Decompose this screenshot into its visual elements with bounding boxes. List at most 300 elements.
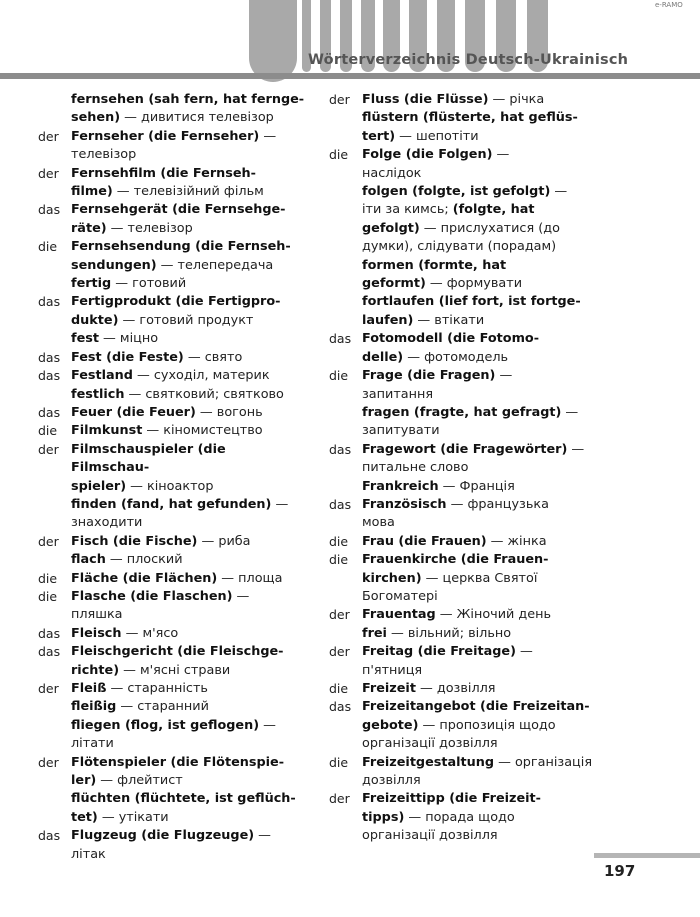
translation: — шепотіти (395, 128, 479, 144)
headword: tert) (362, 128, 396, 144)
entry-line (362, 404, 599, 422)
entry-line (362, 827, 599, 845)
translation: — утікати (97, 809, 169, 825)
dictionary-entry (329, 478, 599, 496)
translation: — формувати (425, 276, 523, 292)
article (38, 790, 71, 827)
headword: Freizeittipp (die Freizeit- (362, 791, 541, 807)
headword: fertig (71, 276, 112, 292)
translation: організації дозвілля (362, 828, 498, 844)
translation: — риба (197, 533, 251, 549)
article (38, 551, 71, 569)
entry-line (362, 330, 599, 348)
entry-line (71, 533, 306, 551)
entry-line (362, 422, 599, 440)
entry-line (71, 478, 306, 496)
translation: — телевізійний фільм (112, 184, 264, 200)
entry-text (71, 790, 306, 827)
entry-line (71, 680, 306, 698)
entry-line (71, 809, 306, 827)
article (329, 404, 362, 441)
publisher-logo: e-RAMO (655, 1, 683, 9)
headword: Fertigprodukt (die Fertigpro- (71, 294, 281, 310)
translation: — (567, 441, 585, 457)
translation: — жінка (486, 533, 547, 549)
article: das (38, 202, 61, 218)
entry-line (362, 146, 599, 164)
entry-line (71, 625, 306, 643)
entry-line (362, 772, 599, 790)
translation: — дозвілля (415, 681, 496, 696)
translation: — кіноактор (126, 478, 214, 494)
entry-line (362, 698, 599, 716)
headword: fragen (fragte, hat gefragt) (362, 404, 562, 420)
article: das (38, 828, 61, 844)
entry-text (71, 165, 306, 202)
entry-text (71, 533, 306, 551)
headword: Flugzeug (die Flugzeuge) (71, 828, 255, 844)
entry-text (362, 146, 599, 183)
entry-text (362, 404, 599, 441)
article: das (329, 441, 352, 457)
translation: — (550, 184, 568, 200)
headword: gebote) (362, 717, 419, 733)
entry-line (71, 146, 306, 164)
headword: richte) (71, 662, 120, 678)
headword: fliegen (flog, ist geflogen) (71, 717, 260, 733)
dictionary-entry (329, 257, 599, 294)
dictionary-entry (329, 109, 599, 146)
dictionary-entry (38, 201, 306, 238)
entry-line (71, 91, 306, 109)
entry-text (362, 330, 599, 367)
headword: fest (71, 331, 99, 347)
entry-line (362, 643, 599, 661)
article (329, 257, 362, 294)
entry-text (362, 293, 599, 330)
entry-text (362, 790, 599, 845)
dictionary-entry (329, 91, 599, 109)
article: das (38, 625, 61, 641)
article (38, 717, 71, 754)
entry-line (362, 165, 599, 183)
entry-text (71, 349, 306, 367)
entry-text (362, 680, 599, 698)
dictionary-entry (38, 496, 306, 533)
entry-line (362, 717, 599, 735)
entry-line (362, 790, 599, 808)
dictionary-entry (38, 827, 306, 864)
headword: tipps) (362, 809, 405, 825)
entry-line (71, 201, 306, 219)
entry-text (71, 367, 306, 385)
entry-text (71, 404, 306, 422)
entry-line (71, 772, 306, 790)
headword: Festland (71, 368, 133, 384)
article: der (329, 607, 350, 623)
dictionary-entry (38, 422, 306, 440)
article: der (38, 754, 59, 770)
entry-line (71, 735, 306, 753)
translation: — (271, 496, 289, 512)
entry-line (362, 367, 599, 385)
entry-text (71, 238, 306, 275)
translation: наслідок (362, 165, 422, 181)
dictionary-entry (38, 91, 306, 128)
translation: іти за кимсь; (362, 202, 453, 218)
translation: пляшка (71, 607, 123, 623)
dictionary-column-right (329, 91, 599, 846)
entry-text (362, 91, 599, 109)
dictionary-entry (329, 496, 599, 533)
translation: — готовий (111, 276, 187, 292)
entry-text (362, 533, 599, 551)
article: die (329, 754, 349, 770)
translation: — кіномистецтво (142, 423, 263, 439)
headword: Fernsehgerät (die Fernsehge- (71, 202, 286, 218)
entry-line (71, 238, 306, 256)
entry-text (71, 496, 306, 533)
headword: fleißig (71, 699, 117, 715)
headword: Frankreich (362, 478, 439, 494)
article: das (38, 368, 61, 384)
dictionary-entry (38, 330, 306, 348)
translation: запитувати (362, 423, 440, 439)
header-tab-active (249, 0, 297, 82)
dictionary-entry (38, 293, 306, 330)
dictionary-entry (38, 570, 306, 588)
dictionary-entry (38, 717, 306, 754)
translation: — суходіл, материк (132, 368, 270, 384)
dictionary-entry (38, 165, 306, 202)
dictionary-entry (329, 698, 599, 753)
article: der (38, 441, 59, 457)
article (38, 330, 71, 348)
entry-line (71, 109, 306, 127)
article (38, 386, 71, 404)
entry-line (362, 496, 599, 514)
article: das (38, 294, 61, 310)
translation: літати (71, 736, 114, 752)
entry-text (71, 275, 306, 293)
article: die (38, 588, 58, 604)
translation: — старанний (116, 699, 209, 715)
entry-line (362, 606, 599, 624)
headword: (folgte, hat (452, 202, 535, 218)
article: die (329, 368, 349, 384)
entry-text (71, 680, 306, 698)
entry-line (362, 551, 599, 569)
article (329, 478, 362, 496)
headword: Fotomodell (die Fotomo- (362, 331, 540, 347)
dictionary-entry (38, 386, 306, 404)
dictionary-entry (38, 588, 306, 625)
entry-text (71, 827, 306, 864)
headword: Flasche (die Flaschen) (71, 588, 233, 604)
headword: kirchen) (362, 570, 422, 586)
headword: geformt) (362, 276, 426, 292)
headword: dukte) (71, 312, 119, 328)
dictionary-entry (329, 293, 599, 330)
translation: літак (71, 846, 106, 862)
headword: formen (formte, hat (362, 257, 507, 273)
translation: — пропозиція щодо (418, 717, 556, 733)
entry-text (71, 588, 306, 625)
article: die (38, 239, 58, 255)
entry-text (71, 570, 306, 588)
entry-line (71, 220, 306, 238)
dictionary-column-left (38, 91, 306, 864)
translation: — порада щодо (404, 809, 515, 825)
headword: Französisch (362, 496, 447, 512)
article: das (38, 644, 61, 660)
dictionary-entry (329, 441, 599, 478)
entry-text (71, 422, 306, 440)
dictionary-entry (38, 533, 306, 551)
translation: — вільний; вільно (386, 625, 512, 641)
entry-line (71, 698, 306, 716)
headword: Frauentag (362, 607, 436, 623)
headword: Fernseher (die Fernseher) (71, 128, 260, 144)
translation: — площа (217, 570, 283, 586)
translation: — фотомодель (403, 349, 509, 365)
headword: Freizeitgestaltung (362, 754, 495, 770)
article: der (38, 681, 59, 696)
dictionary-entry (38, 754, 306, 791)
dictionary-entry (38, 643, 306, 680)
dictionary-entry (38, 680, 306, 698)
translation: — (561, 404, 579, 420)
entry-text (362, 441, 599, 478)
translation: — (495, 368, 513, 384)
entry-line (362, 128, 599, 146)
entry-line (71, 643, 306, 661)
dictionary-entry (329, 625, 599, 643)
entry-line (71, 827, 306, 845)
entry-line (71, 422, 306, 440)
entry-line (362, 109, 599, 127)
entry-text (362, 698, 599, 753)
entry-line (71, 754, 306, 772)
article (38, 91, 71, 128)
translation: — святковий; святково (124, 386, 284, 402)
dictionary-entry (38, 404, 306, 422)
entry-text (362, 643, 599, 680)
dictionary-entry (329, 404, 599, 441)
page-number: 197 (604, 862, 636, 880)
entry-line (362, 220, 599, 238)
article: die (329, 552, 349, 568)
headword: räte) (71, 220, 107, 236)
entry-line (362, 625, 599, 643)
headword: Fleischgericht (die Fleischge- (71, 644, 284, 660)
article: das (329, 496, 352, 512)
translation: — м'ясні страви (119, 662, 231, 678)
entry-line (71, 275, 306, 293)
translation: — свято (183, 349, 243, 365)
translation: — (232, 588, 250, 604)
article (38, 275, 71, 293)
article: der (329, 791, 350, 807)
translation: — (515, 644, 533, 660)
entry-text (71, 754, 306, 791)
entry-text (362, 551, 599, 606)
translation: — (259, 717, 276, 733)
entry-text (71, 698, 306, 716)
entry-text (362, 625, 599, 643)
entry-line (362, 257, 599, 275)
headword: Frage (die Fragen) (362, 368, 496, 384)
entry-line (362, 275, 599, 293)
dictionary-entry (38, 441, 306, 496)
entry-line (71, 330, 306, 348)
article: der (38, 165, 59, 181)
article: die (329, 681, 349, 696)
article: die (38, 570, 58, 586)
translation: — готовий продукт (118, 312, 254, 328)
entry-line (362, 183, 599, 201)
entry-line (71, 349, 306, 367)
entry-text (71, 91, 306, 128)
article (329, 183, 362, 257)
entry-line (362, 809, 599, 827)
headword: spieler) (71, 478, 127, 494)
dictionary-entry (329, 146, 599, 183)
entry-line (362, 386, 599, 404)
entry-line (71, 441, 306, 478)
entry-text (71, 386, 306, 404)
entry-line (71, 717, 306, 735)
headword: Fernsehfilm (die Fernseh- (71, 165, 256, 181)
headword: delle) (362, 349, 404, 365)
headword: finden (fand, hat gefunden) (71, 496, 272, 512)
headword: ler) (71, 773, 97, 789)
headword: flach (71, 552, 106, 568)
entry-line (71, 570, 306, 588)
headword: fortlaufen (lief fort, ist fortge- (362, 294, 581, 310)
entry-text (71, 441, 306, 496)
entry-line (362, 201, 599, 219)
dictionary-entry (329, 790, 599, 845)
translation: Богоматері (362, 588, 438, 604)
entry-line (362, 478, 599, 496)
dictionary-entry (38, 275, 306, 293)
entry-text (362, 606, 599, 624)
headword: Flötenspieler (die Flötenspie- (71, 754, 285, 770)
translation: дозвілля (362, 773, 421, 789)
entry-line (362, 514, 599, 532)
entry-line (362, 533, 599, 551)
article: der (329, 644, 350, 660)
entry-line (362, 570, 599, 588)
entry-line (362, 459, 599, 477)
headword: Freizeitangebot (die Freizeitan- (362, 699, 590, 715)
translation: — флейтист (96, 773, 183, 789)
entry-text (362, 496, 599, 533)
dictionary-entry (38, 238, 306, 275)
article (329, 625, 362, 643)
translation: — річка (488, 92, 545, 107)
translation: організації дозвілля (362, 736, 498, 752)
entry-line (362, 293, 599, 311)
headword: Freitag (die Freitage) (362, 644, 516, 660)
entry-line (71, 293, 306, 311)
entry-line (362, 680, 599, 698)
entry-text (362, 183, 599, 257)
translation: питальне слово (362, 460, 469, 476)
entry-line (71, 846, 306, 864)
translation: телевізор (71, 147, 137, 163)
entry-line (71, 312, 306, 330)
translation: — прислухатися (до (419, 220, 560, 236)
translation: — організація (494, 754, 593, 770)
headword: Frauenkirche (die Frauen- (362, 552, 549, 568)
translation: — Франція (438, 478, 515, 494)
article (329, 109, 362, 146)
article (329, 293, 362, 330)
headword: filme) (71, 184, 113, 200)
entry-line (71, 662, 306, 680)
article: die (38, 423, 58, 439)
footer-rule (594, 853, 700, 858)
entry-line (71, 183, 306, 201)
article: das (38, 404, 61, 420)
headword: Fleiß (71, 681, 107, 696)
dictionary-entry (329, 183, 599, 257)
headword: sendungen) (71, 257, 157, 273)
translation: — (492, 147, 510, 163)
headword: Fleisch (71, 625, 122, 641)
headword: Filmschauspieler (die Filmschau- (71, 441, 226, 476)
entry-text (71, 330, 306, 348)
entry-text (362, 367, 599, 404)
article: die (329, 147, 349, 163)
article: der (38, 533, 59, 549)
entry-line (71, 386, 306, 404)
translation: — французька (446, 496, 549, 512)
dictionary-entry (329, 330, 599, 367)
page-header-title: Wörterverzeichnis Deutsch-Ukrainisch (308, 52, 629, 68)
entry-line (362, 588, 599, 606)
dictionary-entry (38, 625, 306, 643)
translation: — міцно (98, 331, 159, 347)
entry-text (362, 257, 599, 294)
headword: tet) (71, 809, 98, 825)
header-rule (0, 73, 700, 79)
entry-line (71, 165, 306, 183)
dictionary-entry (38, 551, 306, 569)
dictionary-entry (38, 698, 306, 716)
translation: мова (362, 515, 395, 531)
dictionary-entry (329, 551, 599, 606)
article (38, 698, 71, 716)
entry-line (71, 606, 306, 624)
entry-text (71, 717, 306, 754)
translation: — (254, 828, 271, 844)
headword: laufen) (362, 312, 414, 328)
entry-line (362, 91, 599, 109)
headword: Frau (die Frauen) (362, 533, 487, 549)
headword: flüchten (flüchtete, ist geflüch- (71, 791, 296, 807)
dictionary-entry (329, 754, 599, 791)
headword: Freizeit (362, 681, 416, 696)
article: das (38, 349, 61, 365)
translation: думки), слідувати (порадам) (362, 239, 557, 255)
translation: — (259, 128, 277, 144)
article: der (38, 128, 59, 144)
translation: — м'ясо (121, 625, 179, 641)
dictionary-entry (38, 128, 306, 165)
